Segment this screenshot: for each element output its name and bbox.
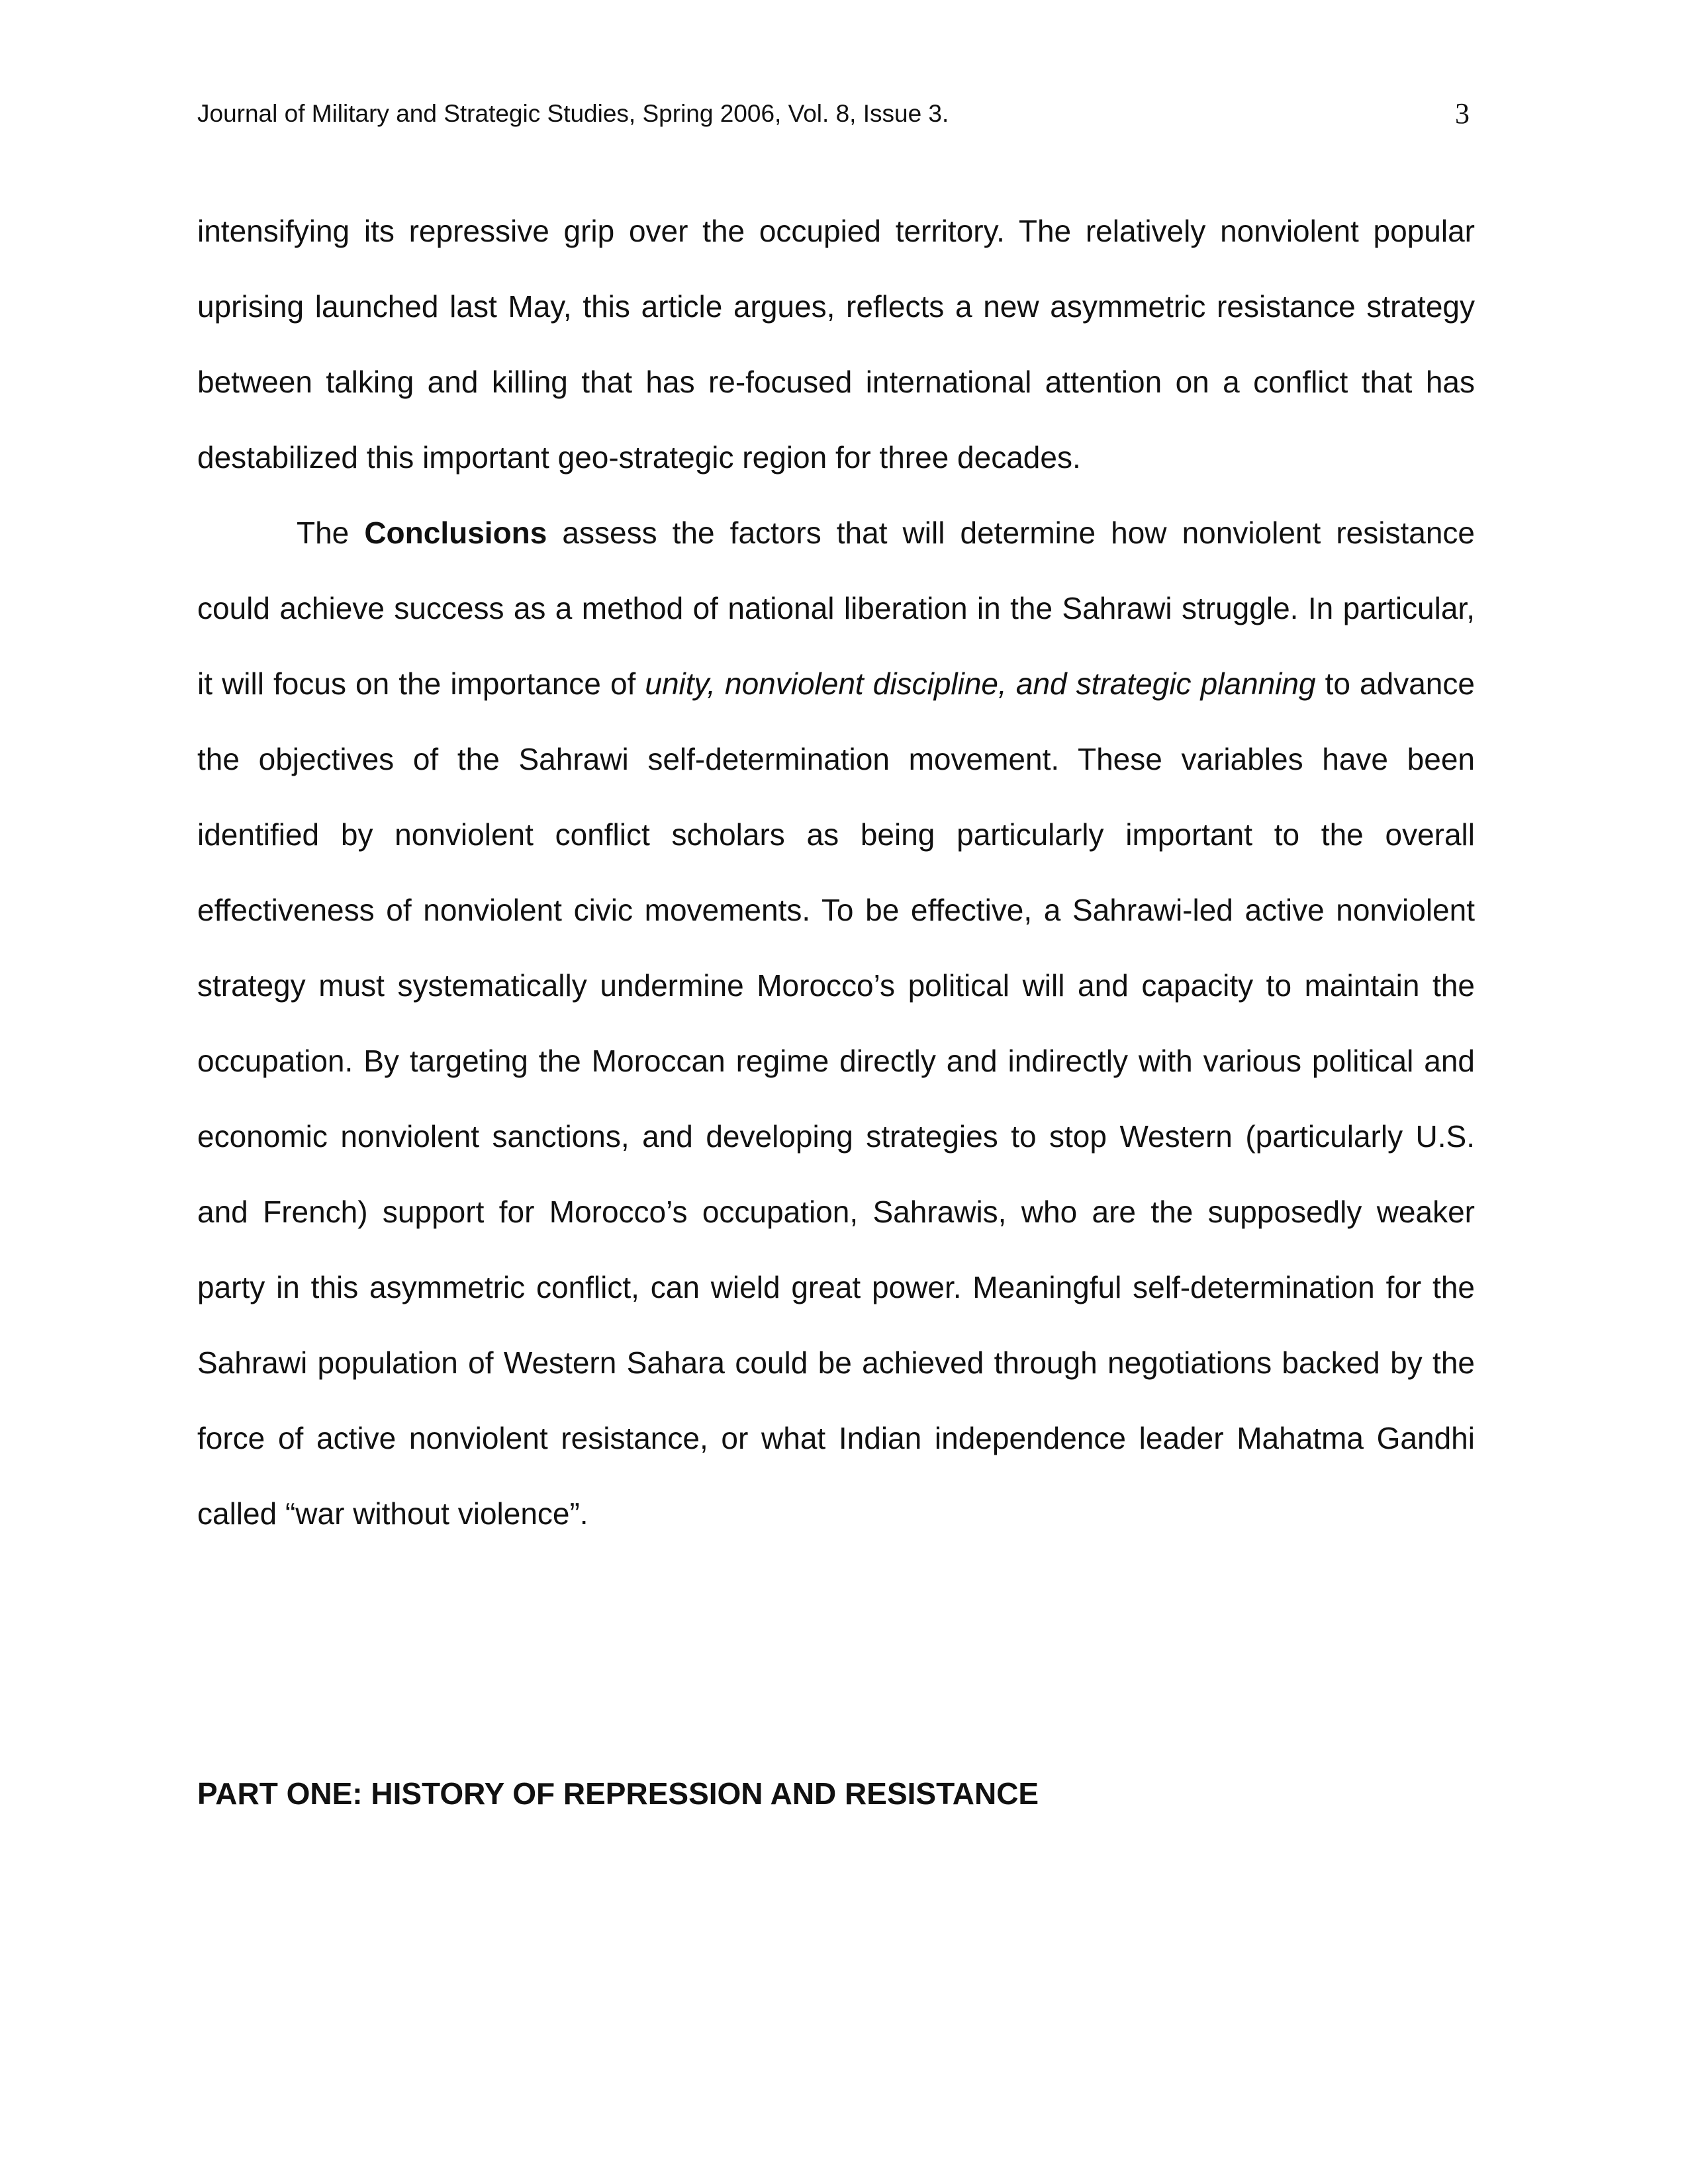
paragraph-2 [197, 495, 1475, 1551]
paragraph-2-lead: The [297, 516, 365, 550]
conclusions-term: Conclusions [364, 516, 547, 550]
body-text [197, 193, 1475, 1551]
paragraph-1: intensifying its repressive grip over the occupied territory. The relatively nonviolent popular uprising launched last May, this article argues, reflects a new asymmetric resistance strategy between talking and killing that has re-focused international attention on a conflict that has destabilized this important geo-strategic region for three decades. [197, 214, 1475, 475]
paragraph-2-part-1: assess the factors that will determine how nonviolent resistance could achieve success as a method of national liberation in the Sahrawi struggle. In particular, it will focus on the importance of [197, 516, 1475, 701]
page-number: 3 [1455, 97, 1470, 130]
running-head: Journal of Military and Strategic Studies, Spring 2006, Vol. 8, Issue 3. [197, 100, 949, 127]
paragraph-2-part-2: to advance the objectives of the Sahrawi self-determination movement. These variables have been identified by nonviolent conflict scholars as being particularly important to the overall effectiveness of nonviolent civic movements. To be effective, a Sahrawi-led active nonviolent strategy must systematically undermine Morocco’s political will and capacity to maintain the occupation. By targeting the Moroccan regime directly and indirectly with various political and economic nonviolent sanctions, and developing strategies to stop Western (particularly U.S. and French) support for Morocco’s occupation, Sahrawis, who are the supposedly weaker party in this asymmetric conflict, can wield great power. Meaningful self-determination for the Sahrawi population of Western Sahara could be achieved through negotiations backed by the force of active nonviolent resistance, or what Indian independence leader Mahatma Gandhi called “war without violence”. [197, 666, 1475, 1531]
italic-key-variables: unity, nonviolent discipline, and strategic planning [645, 666, 1316, 701]
section-heading: PART ONE: HISTORY OF REPRESSION AND RESISTANCE [197, 1776, 1039, 1811]
